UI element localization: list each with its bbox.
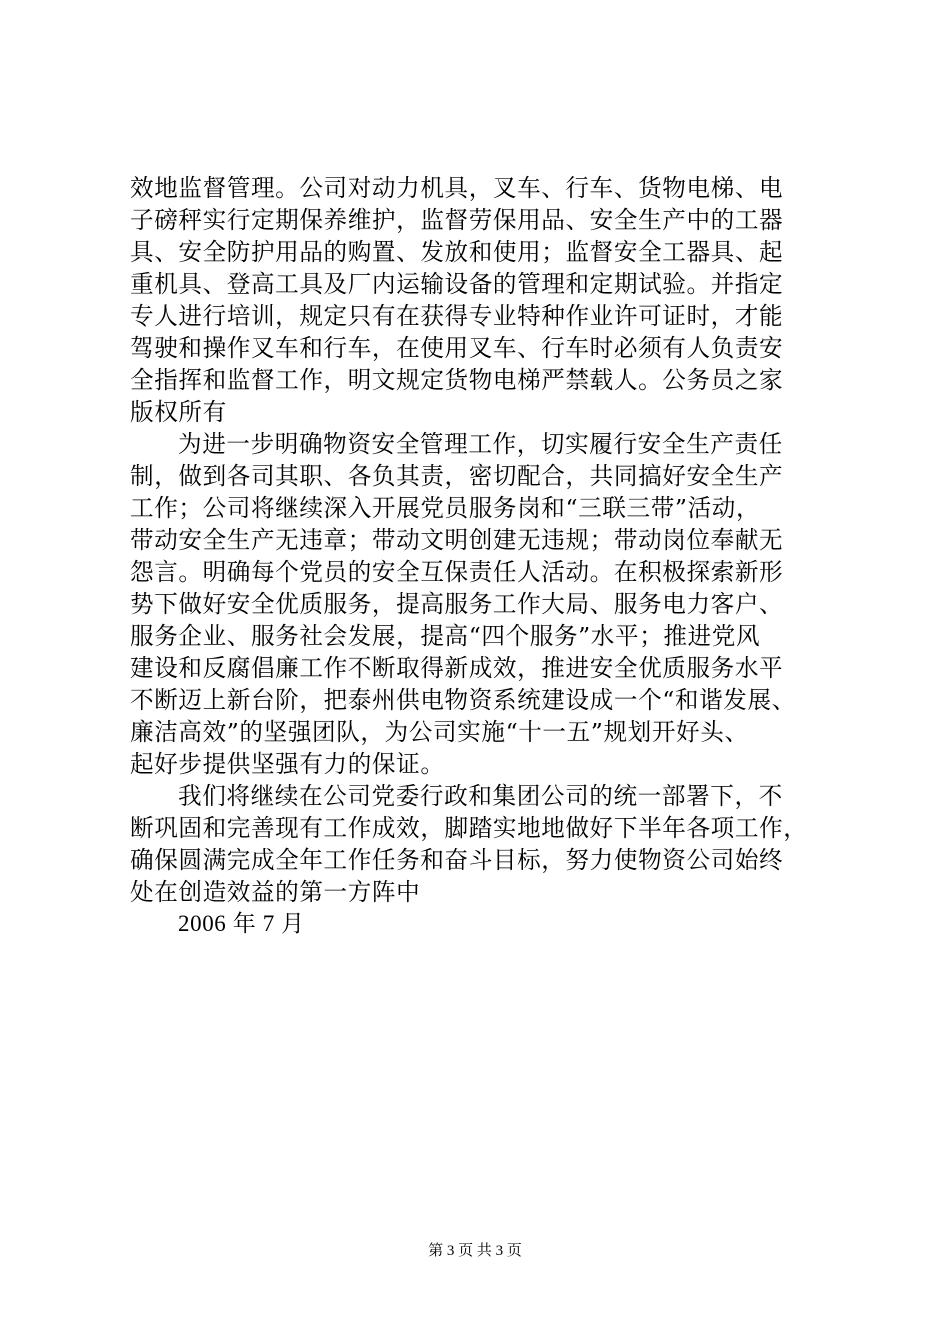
paragraph-start-line: 为进一步明确物资安全管理工作，切实履行安全生产责任 (178, 430, 783, 458)
text-line: 廉洁高效”的坚强团队，为公司实施“十一五”规划开好头、 (130, 718, 749, 746)
text-line: 重机具、登高工具及厂内运输设备的管理和定期试验。并指定 (130, 270, 784, 298)
text-line: 专人进行培训，规定只有在获得专业特种作业许可证时，才能 (130, 302, 784, 330)
paragraph-start-line: 我们将继续在公司党委行政和集团公司的统一部署下，不 (178, 782, 783, 810)
text-line: 确保圆满完成全年工作任务和奋斗目标，努力使物资公司始终 (130, 846, 784, 874)
text-line: 势下做好安全优质服务，提高服务工作大局、服务电力客户、 (130, 590, 784, 618)
text-line: 效地监督管理。公司对动力机具，叉车、行车、货物电梯、电 (130, 174, 784, 202)
text-line: 全指挥和监督工作，明文规定货物电梯严禁载人。公务员之家 (130, 366, 784, 394)
text-line: 怨言。明确每个党员的安全互保责任人活动。在积极探索新形 (130, 558, 784, 586)
document-body (130, 172, 830, 940)
date-line: 2006 年 7 月 (178, 911, 305, 936)
text-line: 处在创造效益的第一方阵中 (130, 878, 421, 906)
text-line: 工作；公司将继续深入开展党员服务岗和“三联三带”活动， (130, 494, 761, 522)
page-number-footer: 第 3 页 共 3 页 (428, 1243, 522, 1259)
text-line: 起好步提供坚强有力的保证。 (130, 750, 445, 778)
text-line: 驾驶和操作叉车和行车，在使用叉车、行车时必须有人负责安 (130, 334, 784, 362)
text-line: 具、安全防护用品的购置、发放和使用；监督安全工器具、起 (130, 238, 784, 266)
text-line: 制，做到各司其职、各负其责，密切配合，共同搞好安全生产 (130, 462, 784, 490)
text-line: 不断迈上新台阶，把泰州供电物资系统建设成一个“和谐发展、 (130, 686, 796, 714)
text-line: 子磅秤实行定期保养维护，监督劳保用品、安全生产中的工器 (130, 206, 784, 234)
text-line: 建设和反腐倡廉工作不断取得新成效，推进安全优质服务水平 (130, 654, 784, 682)
text-line: 带动安全生产无违章；带动文明创建无违规；带动岗位奉献无 (130, 526, 784, 554)
text-line: 断巩固和完善现有工作成效，脚踏实地地做好下半年各项工作， (130, 814, 808, 842)
text-line: 版权所有 (130, 398, 227, 426)
text-line: 服务企业、服务社会发展，提高“四个服务”水平；推进党风 (130, 622, 761, 650)
